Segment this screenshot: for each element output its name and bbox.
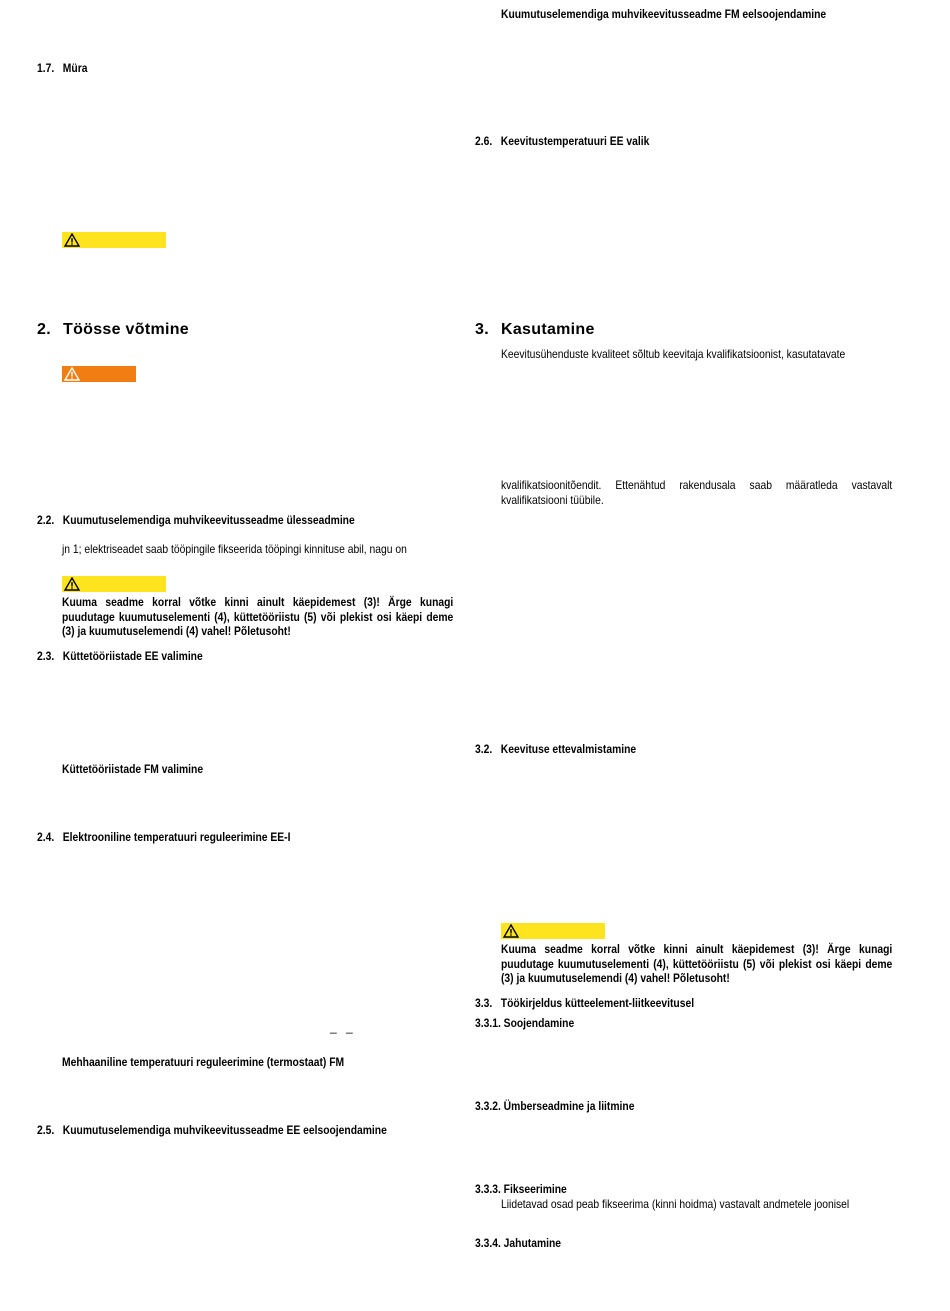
section-number: 1.7.: [37, 61, 55, 75]
section-title: Keevitustemperatuuri EE valik: [500, 134, 650, 148]
warning-triangle-icon: [64, 367, 80, 381]
section-number: 3.2.: [475, 742, 493, 756]
section-number: 2.: [37, 321, 51, 338]
section-title: Müra: [62, 61, 88, 75]
section-number: 3.3.: [475, 996, 493, 1010]
section-title: Kasutamine: [501, 321, 595, 338]
warning-triangle-icon: [64, 233, 80, 247]
heading-2-3: [37, 649, 203, 663]
section-title: Elektrooniline temperatuuri reguleerimine EE-I: [62, 830, 291, 844]
section-title: Keevituse ettevalmistamine: [500, 742, 637, 756]
section-title: Kuumutuselemendiga muhvikeevitusseadme ülesseadmine: [62, 513, 355, 527]
heading-2: [37, 321, 189, 339]
heading-3-3-2: 3.3.2. Ümberseadmine ja liitmine: [475, 1099, 635, 1113]
heading-2-4: [37, 830, 290, 844]
section-title: Küttetööriistade EE valimine: [62, 649, 203, 663]
heading-3-3-4: 3.3.4. Jahutamine: [475, 1236, 562, 1250]
paragraph-3-3-3: Liidetavad osad peab fikseerima (kinni hoidma) vastavalt andmetele joonisel: [501, 1197, 850, 1211]
paragraph-2-2: jn 1; elektriseadet saab tööpingile fikseerida tööpingi kinnituse abil, nagu on: [62, 542, 407, 556]
danger-banner: [62, 366, 136, 382]
section-number: 2.6.: [475, 134, 493, 148]
dash-marks: _ _: [330, 1020, 353, 1034]
section-number: 2.4.: [37, 830, 55, 844]
heading-fm-preheating: Kuumutuselemendiga muhvikeevitusseadme FM eelsoojendamine: [501, 7, 827, 21]
subheading-mechanical-regulation: Mehhaaniline temperatuuri reguleerimine (termostaat) FM: [62, 1055, 345, 1069]
warning-text: Kuuma seadme korral võtke kinni ainult käepidemest (3)! Ärge kunagi puudutage kuumutuselementi (4), küttetööriistu (5) või plekist osi käepi deme (3) ja kuumutuselemendi (4) vahel! Põletusoht!: [501, 942, 893, 985]
section-title: Töösse võtmine: [63, 321, 190, 338]
subheading-fm-tools: Küttetööriistade FM valimine: [62, 762, 204, 776]
heading-2-2: [37, 513, 355, 527]
warning-banner: [501, 923, 605, 939]
warning-triangle-icon: [503, 924, 519, 938]
warning-text: Kuuma seadme korral võtke kinni ainult käepidemest (3)! Ärge kunagi puudutage kuumutuselementi (4), küttetööriistu (5) või plekist osi käepi deme (3) ja kuumutuselemendi (4) vahel! Põletusoht!: [62, 595, 454, 638]
heading-3: [475, 321, 595, 339]
heading-3-3-3: 3.3.3. Fikseerimine: [475, 1182, 567, 1196]
section-number: 2.2.: [37, 513, 55, 527]
heading-2-6: [475, 134, 649, 148]
section-number: 2.5.: [37, 1123, 55, 1137]
heading-3-3: [475, 996, 694, 1010]
heading-1-7: [37, 61, 87, 75]
section-title: Kuumutuselemendiga muhvikeevitusseadme EE eelsoojendamine: [62, 1123, 387, 1137]
section-number: 3.: [475, 321, 489, 338]
paragraph-qualification: kvalifikatsioonitõendit. Ettenähtud rakendusala saab määratleda vastavalt kvalifikatsiooni tüübile.: [501, 478, 893, 507]
heading-3-2: [475, 742, 636, 756]
warning-banner: [62, 576, 166, 592]
heading-2-5: [37, 1123, 387, 1137]
warning-banner: [62, 232, 166, 248]
heading-3-3-1: 3.3.1. Soojendamine: [475, 1016, 575, 1030]
paragraph-3-intro: Keevitusühenduste kvaliteet sõltub keevitaja kvalifikatsioonist, kasutatavate: [501, 347, 846, 361]
section-title: Töökirjeldus kütteelement-liitkeevitusel: [500, 996, 695, 1010]
warning-triangle-icon: [64, 577, 80, 591]
section-number: 2.3.: [37, 649, 55, 663]
